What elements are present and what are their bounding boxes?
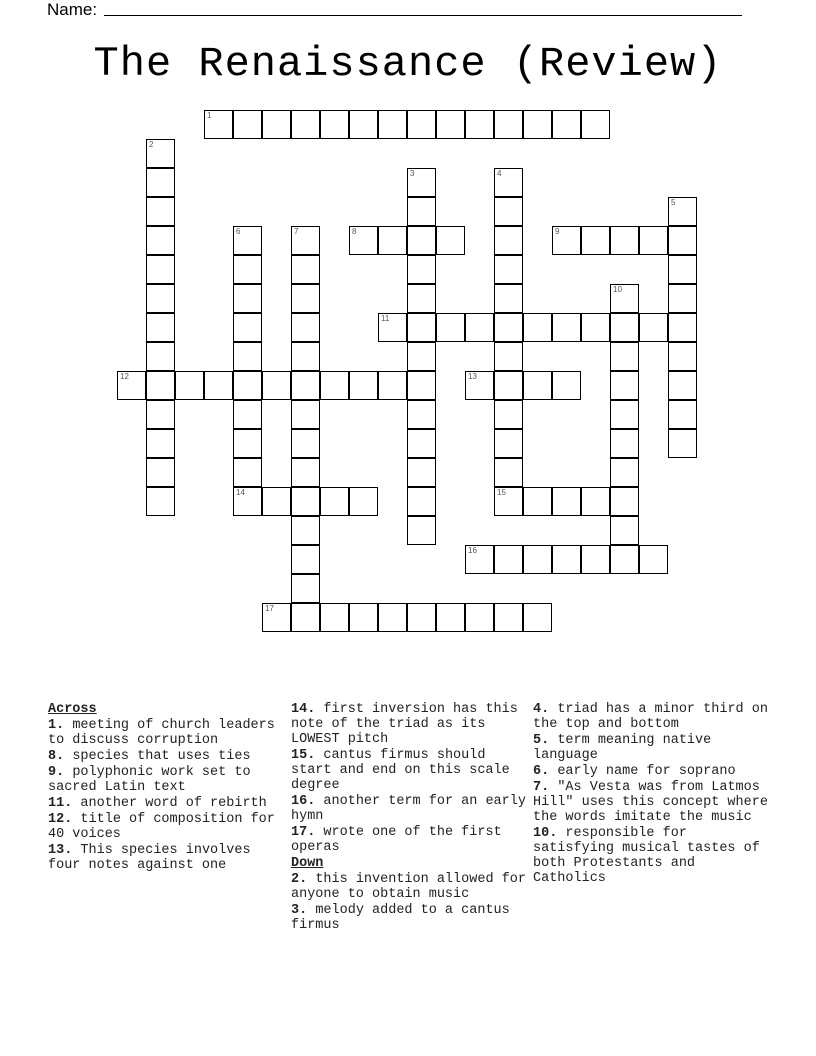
grid-cell[interactable]: [610, 284, 639, 313]
grid-cell[interactable]: [175, 371, 204, 400]
clue-number: 5: [671, 198, 676, 207]
grid-cell[interactable]: [436, 110, 465, 139]
grid-cell[interactable]: [494, 487, 523, 516]
clue-number: 4: [497, 169, 502, 178]
grid-cell[interactable]: [494, 342, 523, 371]
grid-cell[interactable]: [291, 400, 320, 429]
down-clue-5: 5. term meaning native language: [533, 733, 712, 763]
clue-number: 3: [410, 169, 415, 178]
across-clue-11: 11. another word of rebirth: [48, 796, 267, 811]
across-clue-14: 14. first inversion has this note of the triad as its LOWEST pitch: [291, 702, 518, 747]
across-clue-12: 12. title of composition for 40 voices: [48, 812, 275, 842]
grid-cell[interactable]: [291, 516, 320, 545]
grid-cell[interactable]: [668, 342, 697, 371]
grid-cell[interactable]: [204, 371, 233, 400]
across-heading: Across: [48, 702, 97, 717]
grid-cell[interactable]: [233, 284, 262, 313]
grid-cell[interactable]: [233, 429, 262, 458]
clues-column-1: [48, 702, 283, 874]
grid-cell[interactable]: [291, 545, 320, 574]
grid-cell[interactable]: [494, 226, 523, 255]
grid-cell[interactable]: [291, 487, 320, 516]
grid-cell[interactable]: [494, 458, 523, 487]
grid-cell[interactable]: [146, 342, 175, 371]
grid-cell[interactable]: [291, 371, 320, 400]
grid-cell[interactable]: [378, 313, 407, 342]
grid-cell[interactable]: [407, 400, 436, 429]
grid-cell[interactable]: [407, 284, 436, 313]
clue-number: 15: [497, 488, 506, 497]
grid-cell[interactable]: [465, 110, 494, 139]
grid-cell[interactable]: [407, 429, 436, 458]
grid-cell[interactable]: [146, 197, 175, 226]
grid-cell[interactable]: [146, 458, 175, 487]
grid-cell[interactable]: [610, 429, 639, 458]
clue-number: 2: [149, 140, 154, 149]
grid-cell[interactable]: [233, 110, 262, 139]
grid-cell[interactable]: [610, 371, 639, 400]
grid-cell[interactable]: [610, 487, 639, 516]
clue-number: 10: [613, 285, 622, 294]
clue-number: 8: [352, 227, 357, 236]
grid-cell[interactable]: [407, 458, 436, 487]
across-clue-9: 9. polyphonic work set to sacred Latin text: [48, 765, 251, 795]
grid-cell[interactable]: [610, 516, 639, 545]
grid-cell[interactable]: [552, 110, 581, 139]
grid-cell[interactable]: [407, 255, 436, 284]
grid-cell[interactable]: [407, 371, 436, 400]
grid-cell[interactable]: [668, 371, 697, 400]
grid-cell[interactable]: [320, 487, 349, 516]
grid-cell[interactable]: [494, 197, 523, 226]
across-clue-15: 15. cantus firmus should start and end on this scale degree: [291, 748, 510, 793]
grid-cell[interactable]: [494, 429, 523, 458]
grid-cell[interactable]: [581, 110, 610, 139]
clue-number: 13: [468, 372, 477, 381]
grid-cell[interactable]: [494, 255, 523, 284]
grid-cell[interactable]: [465, 313, 494, 342]
grid-cell[interactable]: [436, 226, 465, 255]
clue-number: 1: [207, 111, 212, 120]
grid-cell[interactable]: [146, 429, 175, 458]
grid-cell[interactable]: [494, 313, 523, 342]
grid-cell[interactable]: [610, 226, 639, 255]
clue-number: 14: [236, 488, 245, 497]
grid-cell[interactable]: [233, 371, 262, 400]
across-clue-1: 1. meeting of church leaders to discuss corruption: [48, 718, 275, 748]
grid-cell[interactable]: [668, 226, 697, 255]
grid-cell[interactable]: [639, 313, 668, 342]
grid-cell[interactable]: [291, 284, 320, 313]
grid-cell[interactable]: [146, 487, 175, 516]
clue-number: 6: [236, 227, 241, 236]
grid-cell[interactable]: [407, 313, 436, 342]
grid-cell[interactable]: [378, 603, 407, 632]
grid-cell[interactable]: [668, 255, 697, 284]
grid-cell[interactable]: [233, 226, 262, 255]
grid-cell[interactable]: [320, 110, 349, 139]
across-clue-8: 8. species that uses ties: [48, 749, 251, 764]
grid-cell[interactable]: [552, 487, 581, 516]
grid-cell[interactable]: [465, 371, 494, 400]
grid-cell[interactable]: [639, 226, 668, 255]
clue-number: 11: [381, 314, 390, 323]
grid-cell[interactable]: [146, 400, 175, 429]
grid-cell[interactable]: [523, 545, 552, 574]
grid-cell[interactable]: [581, 226, 610, 255]
grid-cell[interactable]: [262, 110, 291, 139]
grid-cell[interactable]: [262, 603, 291, 632]
down-clue-6: 6. early name for soprano: [533, 764, 736, 779]
grid-cell[interactable]: [407, 487, 436, 516]
grid-cell[interactable]: [349, 603, 378, 632]
grid-cell[interactable]: [291, 458, 320, 487]
grid-cell[interactable]: [146, 226, 175, 255]
grid-cell[interactable]: [291, 226, 320, 255]
down-clue-3: 3. melody added to a cantus firmus: [291, 903, 510, 933]
clues-column-2: [291, 702, 529, 934]
grid-cell[interactable]: [494, 168, 523, 197]
grid-cell[interactable]: [291, 255, 320, 284]
across-clue-17: 17. wrote one of the first operas: [291, 825, 502, 855]
grid-cell[interactable]: [494, 284, 523, 313]
down-clue-2: 2. this invention allowed for anyone to obtain music: [291, 872, 526, 902]
grid-cell[interactable]: [610, 342, 639, 371]
grid-cell[interactable]: [436, 313, 465, 342]
grid-cell[interactable]: [494, 603, 523, 632]
grid-cell[interactable]: [146, 168, 175, 197]
grid-cell[interactable]: [291, 110, 320, 139]
grid-cell[interactable]: [233, 313, 262, 342]
clue-number: 12: [120, 372, 129, 381]
grid-cell[interactable]: [233, 400, 262, 429]
grid-cell[interactable]: [407, 197, 436, 226]
grid-cell[interactable]: [668, 400, 697, 429]
grid-cell[interactable]: [233, 458, 262, 487]
page-title: The Renaissance (Review): [93, 40, 723, 88]
grid-cell[interactable]: [523, 487, 552, 516]
grid-cell[interactable]: [610, 400, 639, 429]
grid-cell[interactable]: [494, 371, 523, 400]
grid-cell[interactable]: [610, 313, 639, 342]
clue-number: 9: [555, 227, 560, 236]
grid-cell[interactable]: [233, 255, 262, 284]
grid-cell[interactable]: [320, 603, 349, 632]
grid-cell[interactable]: [407, 226, 436, 255]
grid-cell[interactable]: [494, 545, 523, 574]
grid-cell[interactable]: [639, 545, 668, 574]
clues-column-3: [533, 702, 773, 887]
across-clue-16: 16. another term for an early hymn: [291, 794, 526, 824]
name-label: Name:: [47, 0, 98, 19]
grid-cell[interactable]: [436, 603, 465, 632]
grid-cell[interactable]: [262, 487, 291, 516]
grid-cell[interactable]: [233, 342, 262, 371]
grid-cell[interactable]: [146, 313, 175, 342]
grid-cell[interactable]: [378, 226, 407, 255]
grid-cell[interactable]: [146, 255, 175, 284]
grid-cell[interactable]: [349, 487, 378, 516]
grid-cell[interactable]: [117, 371, 146, 400]
grid-cell[interactable]: [610, 458, 639, 487]
down-clue-10: 10. responsible for satisfying musical tastes of both Protestants and Catholics: [533, 826, 760, 886]
clue-number: 17: [265, 604, 274, 613]
grid-cell[interactable]: [523, 110, 552, 139]
grid-cell[interactable]: [552, 313, 581, 342]
grid-cell[interactable]: [349, 371, 378, 400]
grid-cell[interactable]: [668, 429, 697, 458]
grid-cell[interactable]: [204, 110, 233, 139]
grid-cell[interactable]: [407, 342, 436, 371]
grid-cell[interactable]: [407, 168, 436, 197]
grid-cell[interactable]: [378, 110, 407, 139]
grid-cell[interactable]: [610, 545, 639, 574]
grid-cell[interactable]: [291, 429, 320, 458]
grid-cell[interactable]: [291, 603, 320, 632]
across-clue-13: 13. This species involves four notes against one: [48, 843, 251, 873]
grid-cell[interactable]: [320, 371, 349, 400]
grid-cell[interactable]: [581, 313, 610, 342]
grid-cell[interactable]: [494, 400, 523, 429]
clue-number: 16: [468, 546, 477, 555]
grid-cell[interactable]: [552, 545, 581, 574]
grid-cell[interactable]: [523, 603, 552, 632]
grid-cell[interactable]: [378, 371, 407, 400]
grid-cell[interactable]: [465, 545, 494, 574]
grid-cell[interactable]: [233, 487, 262, 516]
grid-cell[interactable]: [523, 313, 552, 342]
grid-cell[interactable]: [407, 603, 436, 632]
grid-cell[interactable]: [146, 284, 175, 313]
grid-cell[interactable]: [291, 342, 320, 371]
grid-cell[interactable]: [494, 110, 523, 139]
grid-cell[interactable]: [668, 284, 697, 313]
grid-cell[interactable]: [291, 313, 320, 342]
grid-cell[interactable]: [146, 139, 175, 168]
grid-cell[interactable]: [349, 110, 378, 139]
down-clue-7: 7. "As Vesta was from Latmos Hill" uses this concept where the words imitate the music: [533, 780, 768, 825]
grid-cell[interactable]: [407, 110, 436, 139]
grid-cell[interactable]: [465, 603, 494, 632]
grid-cell[interactable]: [407, 516, 436, 545]
grid-cell[interactable]: [552, 371, 581, 400]
grid-cell[interactable]: [668, 313, 697, 342]
grid-cell[interactable]: [291, 574, 320, 603]
clue-number: 7: [294, 227, 299, 236]
down-clue-4: 4. triad has a minor third on the top and bottom: [533, 702, 768, 732]
grid-cell[interactable]: [581, 545, 610, 574]
grid-cell[interactable]: [523, 371, 552, 400]
grid-cell[interactable]: [146, 371, 175, 400]
grid-cell[interactable]: [668, 197, 697, 226]
grid-cell[interactable]: [552, 226, 581, 255]
down-heading: Down: [291, 856, 324, 871]
grid-cell[interactable]: [349, 226, 378, 255]
grid-cell[interactable]: [262, 371, 291, 400]
grid-cell[interactable]: [581, 487, 610, 516]
